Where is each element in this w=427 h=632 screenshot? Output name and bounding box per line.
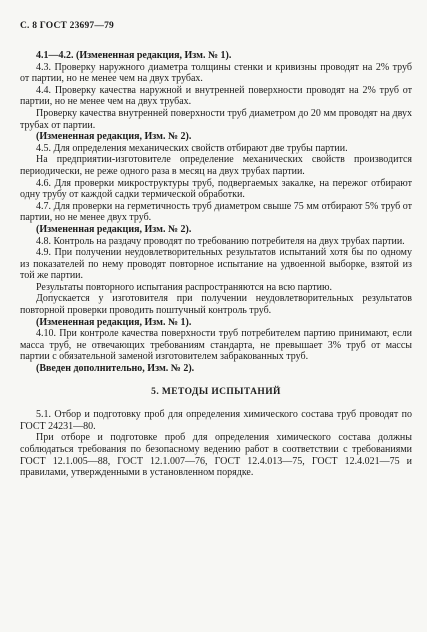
document-body <box>20 50 412 479</box>
paragraph: 4.9. При получении неудовлетворительных результатов испытаний хотя бы по одному из показателей по нему проводят повторное испытание на удвоенной выборке, взятой из той же партии. <box>20 247 412 282</box>
paragraph-amendment: (Измененная редакция, Изм. № 2). <box>36 131 192 143</box>
paragraph-amendment: (Измененная редакция, Изм. № 2). <box>36 223 192 235</box>
paragraph: 4.4. Проверку качества наружной и внутренней поверхности проводят на 2% труб от партии, но не менее чем на двух трубах. <box>20 84 412 108</box>
paragraph: 4.8. Контроль на раздачу проводят по требованию потребителя на двух трубах партии. <box>36 235 405 247</box>
paragraph-amendment: 4.1—4.2. (Измененная редакция, Изм. № 1). <box>36 50 232 61</box>
paragraph: На предприятии-изготовителе определение механических свойств производится периодически, не реже одного раза в месяц на двух трубах партии. <box>20 154 412 177</box>
paragraph: Проверку качества внутренней поверхности труб диаметром до 20 мм проводят на двух трубах от партии. <box>20 107 412 131</box>
paragraph: 4.5. Для определения механических свойств отбирают две трубы партии. <box>36 142 348 154</box>
paragraph: 4.3. Проверку наружного диаметра толщины стенки и кривизны проводят на 2% труб от партии, но не менее чем на двух трубах. <box>20 61 412 85</box>
paragraph: Допускается у изготовителя при получении неудовлетворительных результатов повторной проверки проводить поштучный контроль труб. <box>20 293 412 317</box>
paragraph: 4.7. Для проверки на герметичность труб диаметром свыше 75 мм отбирают 5% труб от партии, но не менее двух труб. <box>20 200 412 224</box>
paragraph: 4.6. Для проверки микроструктуры труб, подвергаемых закалке, на пережог отбирают одну трубу от каждой садки термической обработки. <box>20 177 412 201</box>
paragraph: 4.10. При контроле качества поверхности труб потребителем партию принимают, если масса труб, не отвечающих требованиям стандарта, не превышает 3% труб от массы партии с обязательной заменой изготовителем забракованных труб. <box>20 328 412 363</box>
paragraph: При отборе и подготовке проб для определения химического состава должны соблюдаться требования по безопасному ведению работ в соответствии с требованиями ГОСТ 12.1.005—88, ГОСТ 12.1.007—76, ГОСТ 12.4.013—75, ГОСТ 12.4.021—75 и правилами, утвержденными в установленном порядке. <box>20 432 412 479</box>
paragraph: Результаты повторного испытания распространяются на всю партию. <box>36 281 332 293</box>
section-title: 5. МЕТОДЫ ИСПЫТАНИЙ <box>151 386 281 397</box>
paragraph-amendment: (Введен дополнительно, Изм. № 2). <box>36 363 195 375</box>
paragraph-amendment: (Измененная редакция, Изм. № 1). <box>36 316 192 328</box>
page-header: С. 8 ГОСТ 23697—79 <box>20 21 114 31</box>
paragraph: 5.1. Отбор и подготовку проб для определения химического состава труб проводят по ГОСТ 24231—80. <box>20 409 412 432</box>
